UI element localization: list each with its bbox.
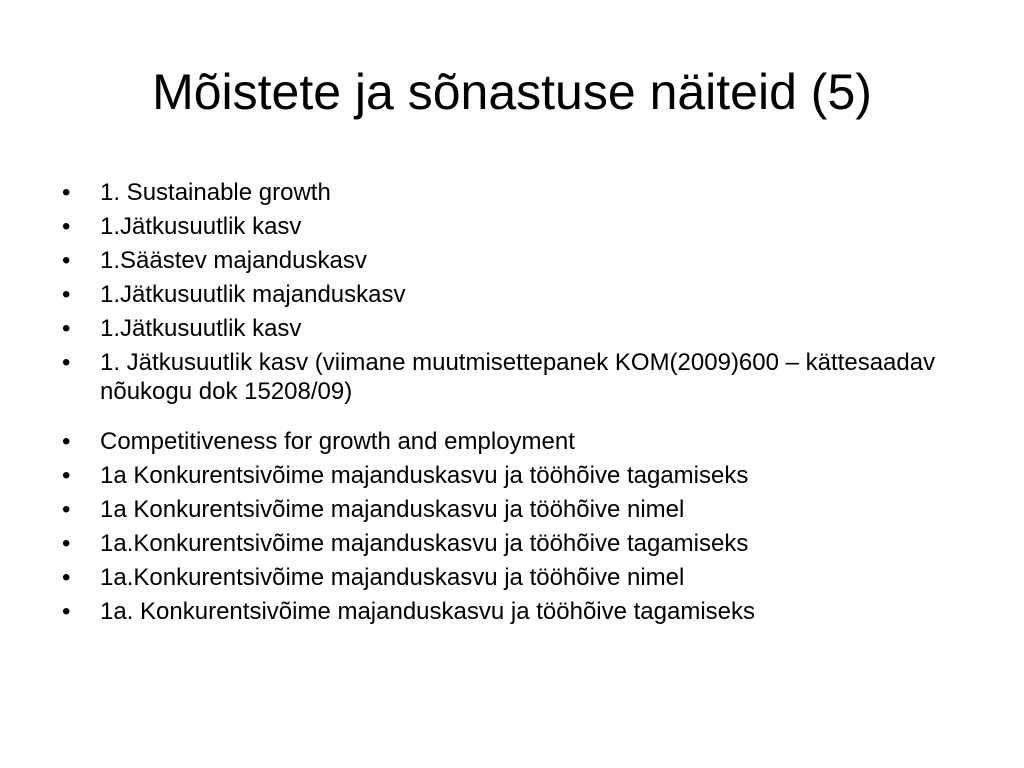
- list-item: [62, 563, 962, 592]
- list-item-text: 1a.Konkurentsivõime majanduskasvu ja tööhõive nimel: [100, 564, 685, 591]
- bullet-icon: •: [62, 247, 71, 274]
- list-item: [62, 314, 962, 343]
- bullet-icon: •: [62, 179, 71, 206]
- bullet-icon: •: [62, 598, 71, 625]
- list-item-text: 1.Säästev majanduskasv: [100, 247, 367, 274]
- list-item: [62, 246, 962, 275]
- bullet-icon: •: [62, 213, 71, 240]
- bullet-icon: •: [62, 462, 71, 489]
- list-item-text: 1.Jätkusuutlik kasv: [100, 315, 302, 342]
- bullet-icon: •: [62, 530, 71, 557]
- bullet-icon: •: [62, 564, 71, 591]
- bullet-icon: •: [62, 281, 71, 308]
- list-item-text: 1.Jätkusuutlik majanduskasv: [100, 281, 406, 308]
- list-item-text: 1a. Konkurentsivõime majanduskasvu ja tööhõive tagamiseks: [100, 598, 756, 625]
- list-item-text: 1.Jätkusuutlik kasv: [100, 213, 302, 240]
- list-item: [62, 597, 962, 626]
- list-item-text: Competitiveness for growth and employment: [100, 428, 575, 455]
- list-item-text: 1. Sustainable growth: [100, 179, 331, 206]
- list-item-text: 1a.Konkurentsivõime majanduskasvu ja tööhõive tagamiseks: [100, 530, 749, 557]
- list-item: [62, 427, 962, 456]
- list-item: [62, 495, 962, 524]
- list-item: [62, 212, 962, 241]
- slide-title: Mõistete ja sõnastuse näiteid (5): [152, 64, 872, 120]
- bullet-icon: •: [62, 349, 71, 376]
- list-item-text: 1a Konkurentsivõime majanduskasvu ja tööhõive tagamiseks: [100, 462, 749, 489]
- bullet-icon: •: [62, 428, 71, 455]
- list-item: [62, 348, 962, 406]
- bullet-icon: •: [62, 496, 71, 523]
- list-item: [62, 529, 962, 558]
- bullet-list: [62, 178, 962, 631]
- list-item: [62, 280, 962, 309]
- list-item-text: 1. Jätkusuutlik kasv (viimane muutmisettepanek KOM(2009)600 – kättesaadav nõukogu dok 15208/09): [100, 349, 936, 405]
- list-item: [62, 461, 962, 490]
- list-item-text: 1a Konkurentsivõime majanduskasvu ja tööhõive nimel: [100, 496, 685, 523]
- bullet-icon: •: [62, 315, 71, 342]
- list-item: [62, 178, 962, 207]
